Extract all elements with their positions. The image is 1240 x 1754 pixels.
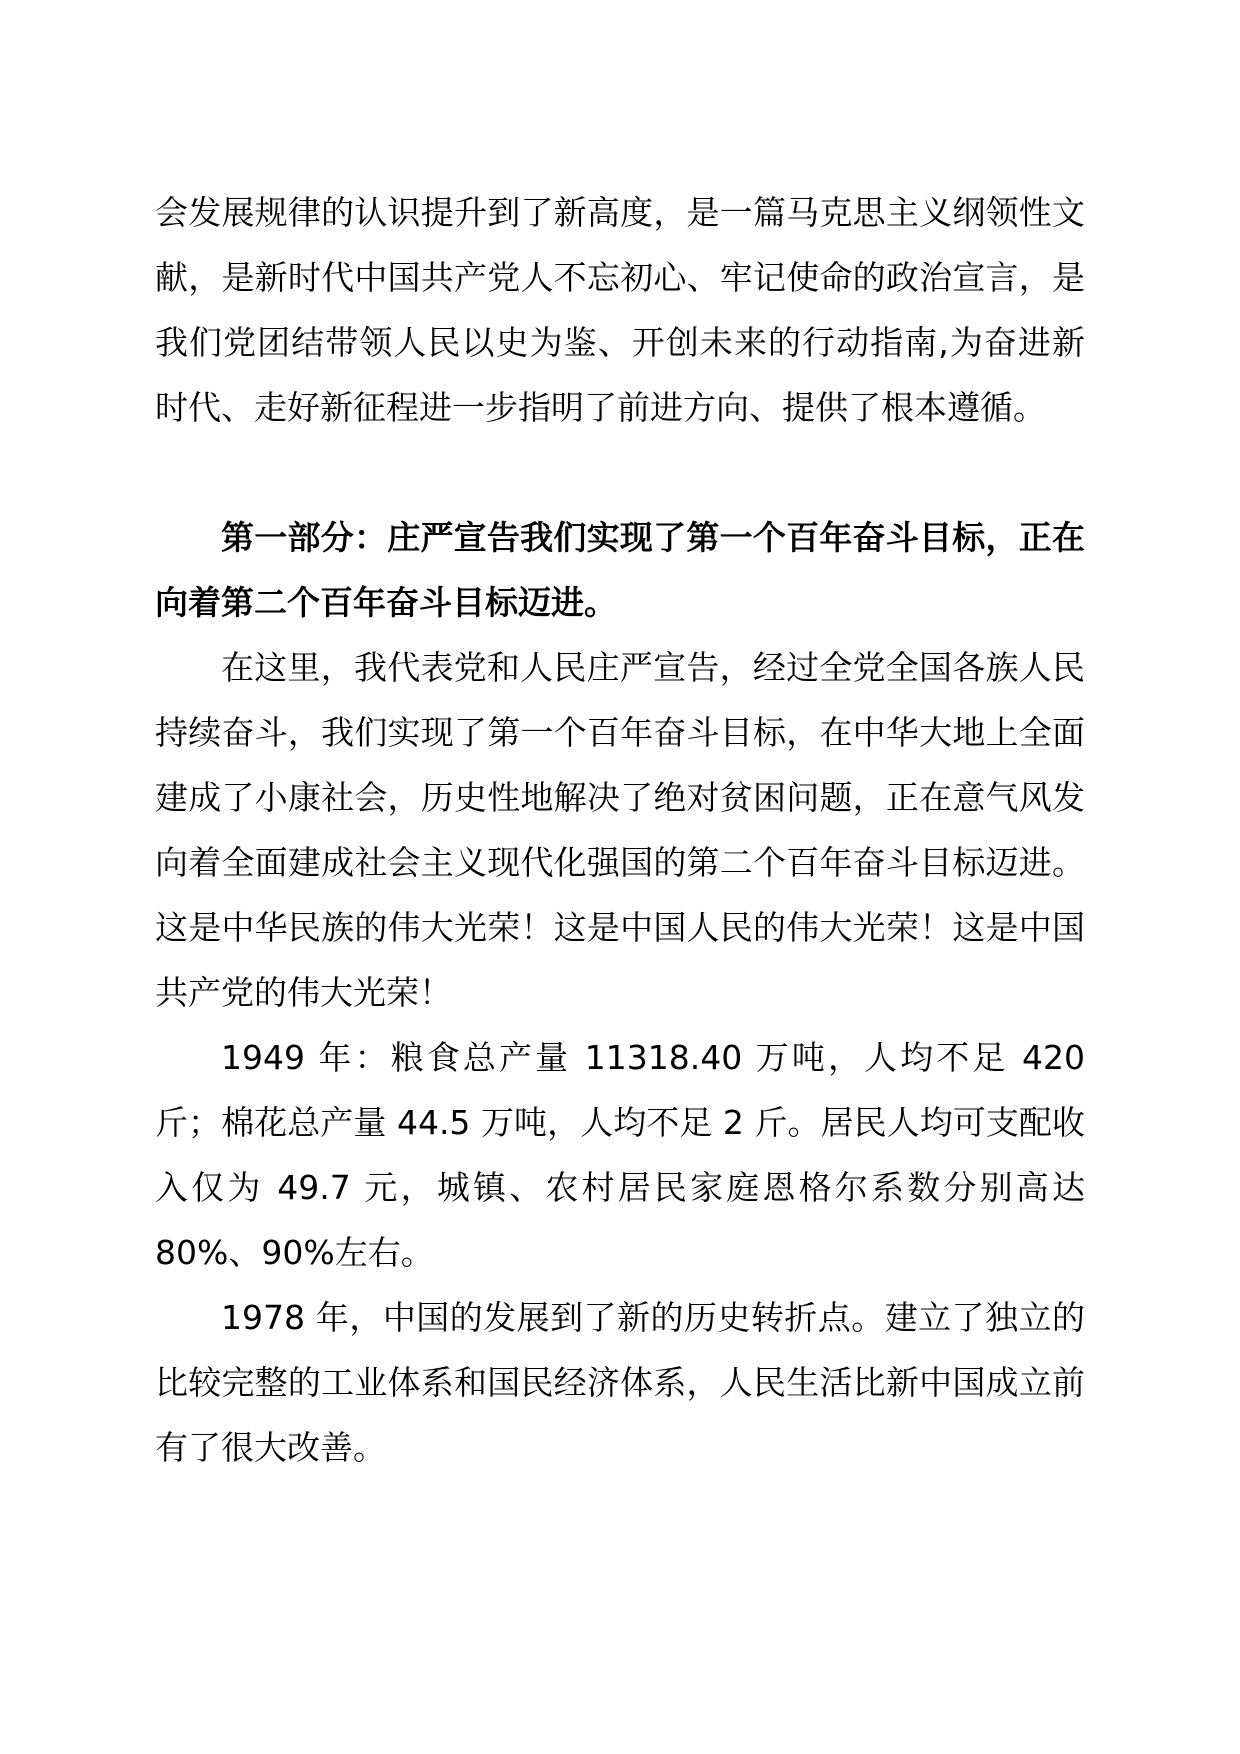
paragraph-1978: 1978 年，中国的发展到了新的历史转折点。建立了独立的比较完整的工业体系和国民经济体系，人民生活比新中国成立前有了很大改善。	[155, 1298, 1085, 1467]
paragraph-declaration: 在这里，我代表党和人民庄严宣告，经过全党全国各族人民持续奋斗，我们实现了第一个百年奋斗目标，在中华大地上全面建成了小康社会，历史性地解决了绝对贫困问题，正在意气风发向着全面建成社会主义现代化强国的第二个百年奋斗目标迈进。这是中华民族的伟大光荣！这是中国人民的伟大光荣！这是中国共产党的伟大光荣！	[155, 648, 1085, 1012]
section-heading: 第一部分：庄严宣告我们实现了第一个百年奋斗目标，正在向着第二个百年奋斗目标迈进。	[155, 518, 1085, 622]
paragraph-1949: 1949 年：粮食总产量 11318.40 万吨，人均不足 420 斤；棉花总产量 44.5 万吨，人均不足 2 斤。居民人均可支配收入仅为 49.7 元，城镇、农村居民家庭恩格尔系数分别高达 80%、90%左右。	[155, 1038, 1085, 1272]
document-body	[155, 180, 1085, 1480]
paragraph-continuation: 会发展规律的认识提升到了新高度，是一篇马克思主义纲领性文献，是新时代中国共产党人不忘初心、牢记使命的政治宣言，是我们党团结带领人民以史为鉴、开创未来的行动指南,为奋进新时代、走好新征程进一步指明了前进方向、提供了根本遵循。	[155, 193, 1085, 427]
